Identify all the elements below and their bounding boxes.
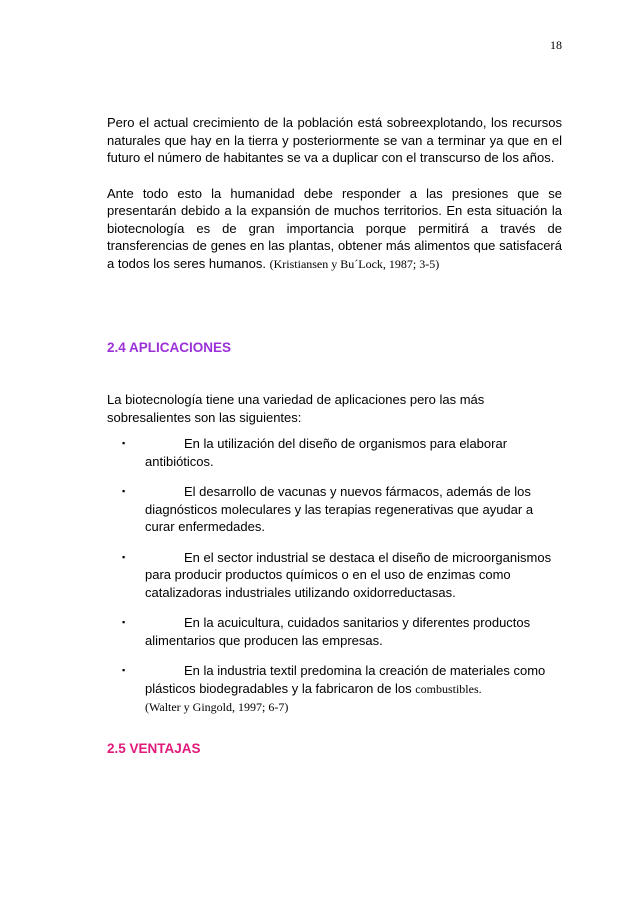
paragraph-humanity-text: Ante todo esto la humanidad debe responder a las presiones que se presentarán debido a la expansión de muchos territorios. En esta situación la biotecnología es de gran importancia porque permitirá a través de transferencias de genes en las plantas, obtener más alimentos que satisfacerá a todos los seres humanos. (107, 185, 562, 271)
list-item-text: En la industria textil predomina la creación de materiales como plásticos biodegradables y la fabricaron de los (145, 663, 546, 696)
list-item (107, 435, 562, 470)
list-item-text: En la acuicultura, cuidados sanitarios y diferentes productos alimentarios que producen las empresas. (145, 615, 531, 648)
list-item (107, 549, 562, 602)
page-number: 18 (550, 38, 562, 52)
bullet-icon: ▪ (122, 551, 126, 562)
citation-walter: (Walter y Gingold, 1997; 6-7) (145, 700, 289, 714)
paragraph-humanity (107, 185, 562, 274)
bullet-icon: ▪ (122, 665, 126, 675)
list-item-text: En el sector industrial se destaca el diseño de microorganismos para producir productos químicos o en el uso de enzimas como catalizadoras industriales utilizando oxidorreductasas. (145, 549, 552, 600)
bullet-icon: ▪ (122, 438, 126, 448)
citation-kristiansen: (Kristiansen y Bu´Lock, 1987; 3-5) (269, 256, 440, 271)
list-item-text: En la utilización del diseño de organismos para elaborar antibióticos. (145, 436, 508, 469)
paragraph-population: Pero el actual crecimiento de la población está sobreexplotando, los recursos naturales que hay en la tierra y posteriormente se van a terminar ya que en el futuro el número de habitantes se va a duplicar con el transcurso de los años. (107, 115, 562, 165)
paragraph-applications-intro: La biotecnología tiene una variedad de aplicaciones pero las más sobresalientes son las siguientes: (107, 392, 485, 425)
applications-list (107, 435, 562, 717)
heading-aplicaciones: 2.4 APLICACIONES (107, 340, 232, 355)
bullet-icon: ▪ (122, 617, 126, 627)
list-item (107, 483, 562, 536)
bullet-icon: ▪ (122, 486, 126, 496)
list-item-tail: combustibles. (415, 681, 482, 696)
list-item (107, 662, 562, 717)
document-body (107, 114, 562, 756)
list-item-text: El desarrollo de vacunas y nuevos fármacos, además de los diagnósticos moleculares y las terapias regenerativas que ayudar a curar enfermedades. (145, 484, 534, 534)
list-item (107, 614, 562, 649)
heading-ventajas: 2.5 VENTAJAS (107, 740, 201, 756)
